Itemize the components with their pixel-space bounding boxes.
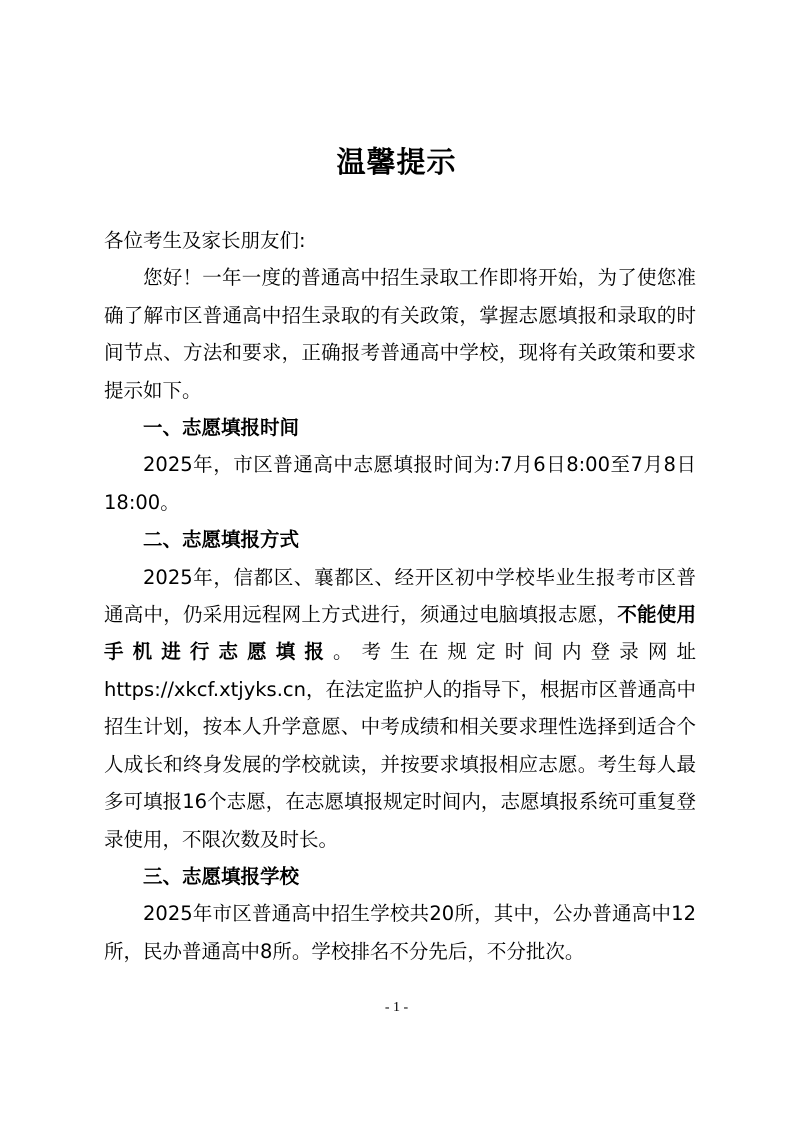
section-2-paragraph [104,559,696,858]
page-number: - 1 - [384,1000,409,1015]
document-title: 温馨提示 [336,145,457,179]
section-2-text-after: 。考生在规定时间内登录网址https://xkcf.xtjyks.cn，在法定监护人的指导下，根据市区普通高中招生计划，按本人升学意愿、中考成绩和相关要求理性选择到适合个人成长和终身发展的学校就读，并按要求填报相应志愿。考生每人最多可填报16个志愿，在志愿填报规定时间内，志愿填报系统可重复登录使用，不限次数及时长。 [104,640,696,851]
document-body [104,222,696,970]
section-3-heading: 三、志愿填报学校 [143,864,300,888]
section-3-paragraph: 2025年市区普通高中招生学校共20所，其中，公办普通高中12所，民办普通高中8所。学校排名不分先后，不分批次。 [104,902,696,963]
section-1-heading: 一、志愿填报时间 [143,416,300,440]
section-2-bold-notice: 不能使用手机进行志愿填报 [104,603,696,664]
salutation: 各位考生及家长朋友们: [104,229,306,252]
section-1-paragraph: 2025年，市区普通高中志愿填报时间为:7月6日8:00至7月8日18:00。 [104,453,696,514]
section-2-heading: 二、志愿填报方式 [143,528,300,552]
intro-paragraph: 您好！一年一度的普通高中招生录取工作即将开始，为了使您准确了解市区普通高中招生录取的有关政策，掌握志愿填报和录取的时间节点、方法和要求，正确报考普通高中学校，现将有关政策和要求提示如下。 [104,266,696,402]
section-2-text-before: 2025年，信都区、襄都区、经开区初中学校毕业生报考市区普通高中，仍采用远程网上方式进行，须通过电脑填报志愿， [104,565,696,627]
